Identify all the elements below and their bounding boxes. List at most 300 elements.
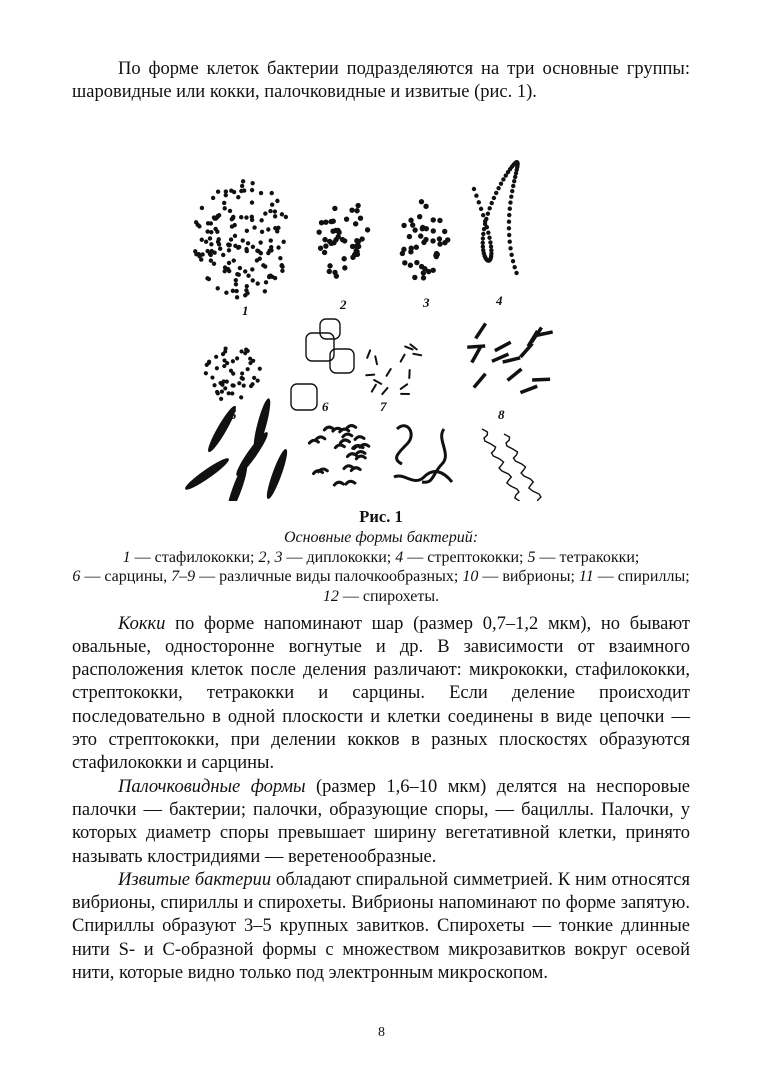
coccus-dot [508, 213, 511, 216]
coccus-dot [270, 191, 273, 194]
coccus-dot [270, 203, 273, 206]
legend-num: 11 [578, 568, 594, 586]
coccus-dot [245, 229, 248, 232]
coccus-dot [492, 196, 495, 199]
coccus-dot [224, 193, 227, 196]
coccus-dot [327, 269, 331, 273]
coccus-dot [409, 249, 413, 253]
coccus-dot [342, 256, 346, 260]
coccus-dot [431, 238, 435, 242]
coccus-dot [280, 212, 283, 215]
streptococci-chain [472, 160, 519, 274]
coccus-dot [509, 246, 512, 249]
coccus-dot [211, 196, 214, 199]
coccus-dot [256, 379, 259, 382]
coccus-dot [225, 291, 228, 294]
coccus-dot [200, 257, 203, 260]
coccus-dot [323, 237, 327, 241]
coccus-dot [222, 201, 225, 204]
coccus-dot [236, 272, 239, 275]
coccus-dot [353, 221, 357, 225]
rod [520, 386, 537, 392]
rod [476, 323, 486, 338]
coccus-dot [513, 265, 516, 268]
coccus-dot [247, 274, 250, 277]
coccus-dot [279, 256, 282, 259]
coccus-dot [235, 295, 238, 298]
coccus-dot [419, 199, 423, 203]
page-content [72, 50, 690, 985]
coccus-dot [242, 384, 245, 387]
rod [375, 356, 377, 364]
coccus-dot [234, 244, 237, 247]
coccus-dot [413, 275, 417, 279]
coccus-dot [251, 267, 254, 270]
coccus-dot [489, 245, 492, 248]
coccus-dot [224, 347, 227, 350]
coccus-dot [318, 246, 322, 250]
coccus-dot [241, 238, 244, 241]
coccus-dot [224, 189, 227, 192]
rod [367, 350, 370, 357]
spindle-cell [234, 430, 270, 477]
coccus-dot [280, 263, 283, 266]
coccus-dot [206, 229, 209, 232]
coccus-dot [270, 245, 273, 248]
coccus-dot [204, 371, 207, 374]
coccus-dot [328, 263, 332, 267]
spirillum [397, 425, 412, 463]
coccus-dot [251, 382, 254, 385]
vibrio [309, 440, 318, 443]
vibrio [355, 436, 364, 439]
spirillum [394, 471, 452, 481]
coccus-dot [508, 240, 511, 243]
coccus-dot [446, 237, 450, 241]
fig-label-2: 2 [340, 296, 347, 312]
coccus-dot [512, 184, 515, 187]
sarcina-packet [320, 319, 340, 339]
coccus-dot [482, 232, 485, 235]
coccus-dot [438, 241, 442, 245]
cocci-text: по форме напоминают шар (размер 0,7–1,2 мкм), но бывают овальные, односторонне вогнутые и др. В зависимости от взаимного расположения клеток после деления различают: микрококки, стафилококки, стрептококки, тетракокки и сарцины. Если деление происходит последовательно в одной плоскости и клетки соединены в виде цепочки — это стрептококки, при делении кокков в разных плоскостях образуются стафилококки и сарцины. [72, 613, 690, 774]
coccus-dot [231, 289, 234, 292]
spiral-text: обладают спиральной симметрией. К ним относятся вибрионы, спириллы и спирохеты. Вибрионы напоминают по форме запятую. Спириллы образуют 3–5 крупных завитков. Спирохеты — тонкие длинные нити S- и С-образной формы с множеством микрозавитков вокруг осевой нити, которые видно только под электронным микроскопом. [72, 869, 690, 984]
term-spiral: Извитые бактерии [118, 869, 272, 890]
figure-title: Рис. 1 [359, 506, 403, 526]
coccus-dot [276, 199, 279, 202]
diplococci-cluster-2 [400, 199, 450, 280]
coccus-dot [246, 367, 249, 370]
coccus-dot [481, 236, 484, 239]
rod [413, 353, 421, 354]
coccus-dot [509, 200, 512, 203]
coccus-dot [220, 397, 223, 400]
coccus-dot [227, 243, 230, 246]
coccus-dot [238, 266, 241, 269]
coccus-dot [483, 222, 486, 225]
coccus-dot [324, 220, 328, 224]
coccus-dot [443, 229, 447, 233]
coccus-dot [264, 211, 267, 214]
coccus-dot [438, 218, 442, 222]
coccus-dot [475, 194, 478, 197]
coccus-dot [508, 207, 511, 210]
coccus-dot [207, 277, 210, 280]
coccus-dot [333, 206, 337, 210]
coccus-dot [235, 289, 238, 292]
coccus-dot [511, 189, 514, 192]
coccus-dot [269, 209, 272, 212]
coccus-dot [240, 215, 243, 218]
coccus-dot [343, 265, 347, 269]
coccus-dot [241, 179, 244, 182]
vibrio [351, 467, 360, 470]
coccus-dot [240, 395, 243, 398]
legend-text: — вибрионы; [478, 568, 579, 586]
vibrio [347, 425, 356, 428]
coccus-dot [256, 281, 259, 284]
short-rods [366, 344, 421, 394]
rod [401, 384, 408, 389]
coccus-dot [504, 173, 507, 176]
spirochete [482, 429, 520, 501]
coccus-dot [212, 215, 215, 218]
coccus-dot [234, 278, 237, 281]
coccus-dot [251, 245, 254, 248]
vibrio [356, 456, 365, 459]
vibrio [333, 428, 342, 431]
term-rods: Палочковидные формы [118, 776, 306, 797]
coccus-dot [402, 223, 406, 227]
coccus-dot [489, 240, 492, 243]
coccus-dot [240, 184, 243, 187]
coccus-dot [273, 276, 276, 279]
coccus-dot [200, 206, 203, 209]
vibrio [347, 453, 356, 456]
coccus-dot [221, 352, 224, 355]
coccus-dot [284, 215, 287, 218]
vibrio [356, 451, 365, 454]
rod [474, 373, 486, 387]
rod [495, 342, 511, 350]
vibrio [340, 440, 349, 443]
vibrio [324, 427, 333, 430]
coccus-dot [215, 366, 218, 369]
coccus-dot [403, 260, 407, 264]
coccus-dot [514, 171, 517, 174]
coccus-dot [481, 241, 484, 244]
vibrios [309, 425, 368, 484]
coccus-dot [268, 249, 271, 252]
coccus-dot [431, 268, 435, 272]
coccus-dot [419, 233, 423, 237]
coccus-dot [344, 217, 348, 221]
rod [366, 374, 374, 375]
fig-label-1: 1 [242, 302, 249, 318]
legend-num: 2, 3 [258, 548, 283, 566]
coccus-dot [210, 242, 213, 245]
rod [467, 346, 485, 347]
coccus-dot [481, 245, 484, 248]
coccus-dot [218, 247, 221, 250]
coccus-dot [255, 258, 258, 261]
coccus-dot [227, 391, 230, 394]
coccus-dot [502, 177, 505, 180]
coccus-dot [223, 358, 226, 361]
legend-text: — диплококки; [282, 548, 396, 566]
page-number: 8 [378, 1025, 385, 1040]
coccus-dot [482, 248, 485, 251]
coccus-dot [282, 240, 285, 243]
coccus-dot [495, 191, 498, 194]
legend-text: — стафилококки; [130, 548, 259, 566]
coccus-dot [497, 186, 500, 189]
coccus-dot [481, 213, 484, 216]
coccus-dot [408, 263, 412, 267]
legend-num: 5 [527, 548, 536, 566]
coccus-dot [223, 269, 226, 272]
rod [508, 369, 522, 380]
rod [472, 346, 481, 362]
rods-text: (размер 1,6–10 мкм) делятся на неспоровые палочки — бактерии; палочки, образующие споры, — бациллы. Палочки, у которых диаметр споры превышает ширину вегетативной клетки, принято называть клостридиями — веретенообразные. [72, 776, 691, 867]
coccus-dot [245, 288, 248, 291]
coccus-dot [226, 267, 229, 270]
coccus-dot [507, 226, 510, 229]
term-cocci: Кокки [118, 613, 166, 634]
legend-num: 1 [122, 548, 131, 566]
coccus-dot [365, 227, 369, 231]
coccus-dot [198, 254, 201, 257]
legend-num: 4 [395, 548, 404, 566]
coccus-dot [262, 263, 265, 266]
figure-caption [72, 507, 690, 607]
coccus-dot [417, 214, 421, 218]
rod [387, 369, 391, 376]
coccus-dot [334, 228, 338, 232]
spindle-cell [264, 448, 289, 500]
legend-text: — спириллы; [593, 568, 690, 586]
fig-label-5: 5 [230, 406, 237, 422]
rod [374, 380, 381, 384]
coccus-dot [200, 238, 203, 241]
coccus-dot [411, 223, 415, 227]
body-text [72, 613, 690, 986]
coccus-dot [477, 200, 480, 203]
sarcinae-packets [291, 319, 354, 410]
legend-text: — стрептококки; [403, 548, 528, 566]
coccus-dot [250, 200, 253, 203]
coccus-dot [350, 208, 354, 212]
coccus-dot [424, 237, 428, 241]
coccus-dot [431, 217, 435, 221]
coccus-dot [211, 376, 214, 379]
coccus-dot [232, 259, 235, 262]
coccus-dot [217, 213, 220, 216]
legend-text: — сарцины, [80, 568, 172, 586]
coccus-dot [234, 282, 237, 285]
coccus-dot [194, 220, 197, 223]
coccus-dot [209, 259, 212, 262]
coccus-dot [273, 214, 276, 217]
fig-label-8: 8 [498, 406, 505, 422]
coccus-dot [246, 349, 249, 352]
vibrio [335, 445, 344, 448]
coccus-dot [355, 208, 359, 212]
bacteria-illustration [72, 129, 690, 501]
coccus-dot [414, 245, 418, 249]
tetracocci-cluster [204, 347, 261, 401]
coccus-dot [277, 226, 280, 229]
coccus-dot [513, 175, 516, 178]
coccus-dot [231, 391, 234, 394]
coccus-dot [241, 371, 244, 374]
coccus-dot [225, 380, 228, 383]
coccus-dot [435, 252, 439, 256]
coccus-dot [252, 359, 255, 362]
coccus-dot [350, 244, 354, 248]
coccus-dot [322, 250, 326, 254]
coccus-dot [232, 190, 235, 193]
coccus-dot [230, 225, 233, 228]
coccus-dot [431, 228, 435, 232]
coccus-dot [245, 284, 248, 287]
coccus-dot [488, 206, 491, 209]
coccus-dot [260, 218, 263, 221]
rod [405, 346, 412, 349]
coccus-dot [324, 244, 328, 248]
coccus-dot [268, 274, 271, 277]
coccus-dot [333, 270, 337, 274]
coccus-dot [216, 286, 219, 289]
coccus-dot [329, 241, 333, 245]
coccus-dot [251, 181, 254, 184]
coccus-dot [472, 187, 475, 190]
coccus-dot [221, 383, 224, 386]
legend-num: 10 [462, 568, 479, 586]
coccus-dot [253, 225, 256, 228]
coccus-dot [240, 349, 243, 352]
coccus-dot [258, 367, 261, 370]
coccus-dot [343, 238, 347, 242]
figure-legend [72, 548, 690, 607]
coccus-dot [510, 195, 513, 198]
coccus-dot [246, 241, 249, 244]
coccus-dot [209, 253, 212, 256]
coccus-dot [260, 230, 263, 233]
coccus-dot [216, 390, 219, 393]
legend-num: 7–9 [171, 568, 196, 586]
coccus-dot [256, 249, 259, 252]
coccus-dot [237, 195, 240, 198]
coccus-dot [223, 364, 226, 367]
vibrio [316, 437, 325, 440]
coccus-dot [355, 238, 359, 242]
coccus-dot [244, 269, 247, 272]
coccus-dot [267, 227, 270, 230]
coccus-dot [511, 259, 514, 262]
rod [532, 379, 550, 380]
coccus-dot [269, 238, 272, 241]
coccus-dot [264, 280, 267, 283]
coccus-dot [490, 201, 493, 204]
spirilla [394, 425, 452, 482]
legend-num: 6 [72, 568, 81, 586]
coccus-dot [213, 251, 216, 254]
coccus-dot [400, 251, 404, 255]
sarcina-packet [291, 384, 317, 410]
coccus-dot [240, 189, 243, 192]
staphylococci-cluster [194, 179, 288, 298]
coccus-dot [210, 230, 213, 233]
vibrio [334, 482, 343, 485]
legend-text: — спирохеты. [338, 587, 440, 605]
coccus-dot [421, 275, 425, 279]
coccus-dot [358, 216, 362, 220]
coccus-dot [231, 383, 234, 386]
intro-paragraph: По форме клеток бактерии подразделяются на три основные группы: шаровидные или кокки, палочковидные и извитые (рис. 1). [72, 59, 690, 103]
coccus-dot [212, 262, 215, 265]
rods-paragraph [72, 776, 690, 869]
coccus-dot [419, 264, 423, 268]
coccus-dot [487, 231, 490, 234]
spindle-rods [183, 397, 289, 500]
spirochete [504, 434, 542, 501]
figure-subtitle: Основные формы бактерий: [283, 529, 479, 547]
coccus-dot [273, 209, 276, 212]
bacteria-figure [72, 129, 690, 501]
coccus-dot [249, 357, 252, 360]
coccus-dot [507, 220, 510, 223]
coccus-dot [208, 236, 211, 239]
legend-text: — тетракокки; [535, 548, 640, 566]
coccus-dot [250, 188, 253, 191]
coccus-dot [319, 220, 323, 224]
coccus-dot [232, 372, 235, 375]
coccus-dot [194, 249, 197, 252]
spirochetes [482, 429, 542, 501]
coccus-dot [223, 206, 226, 209]
coccus-dot [213, 383, 216, 386]
coccus-dot [356, 203, 360, 207]
coccus-dot [245, 247, 248, 250]
coccus-dot [355, 252, 359, 256]
legend-text: — различные виды палочкообразных; [195, 568, 463, 586]
fig-label-6: 6 [322, 398, 329, 414]
coccus-dot [216, 190, 219, 193]
coccus-dot [233, 234, 236, 237]
coccus-dot [437, 236, 441, 240]
long-rods [467, 323, 552, 392]
coccus-dot [229, 237, 232, 240]
coccus-dot [334, 237, 338, 241]
coccus-dot [281, 269, 284, 272]
coccus-dot [236, 356, 239, 359]
coccus-dot [216, 240, 219, 243]
rod [401, 354, 405, 361]
fig-label-4: 4 [496, 292, 503, 308]
coccus-dot [206, 249, 209, 252]
coccus-dot [259, 251, 262, 254]
diplococci-cluster [317, 203, 370, 278]
coccus-dot [482, 227, 485, 230]
coccus-dot [409, 218, 413, 222]
coccus-dot [259, 240, 262, 243]
coccus-dot [485, 217, 488, 220]
coccus-dot [250, 215, 253, 218]
coccus-dot [263, 289, 266, 292]
coccus-dot [424, 226, 428, 230]
